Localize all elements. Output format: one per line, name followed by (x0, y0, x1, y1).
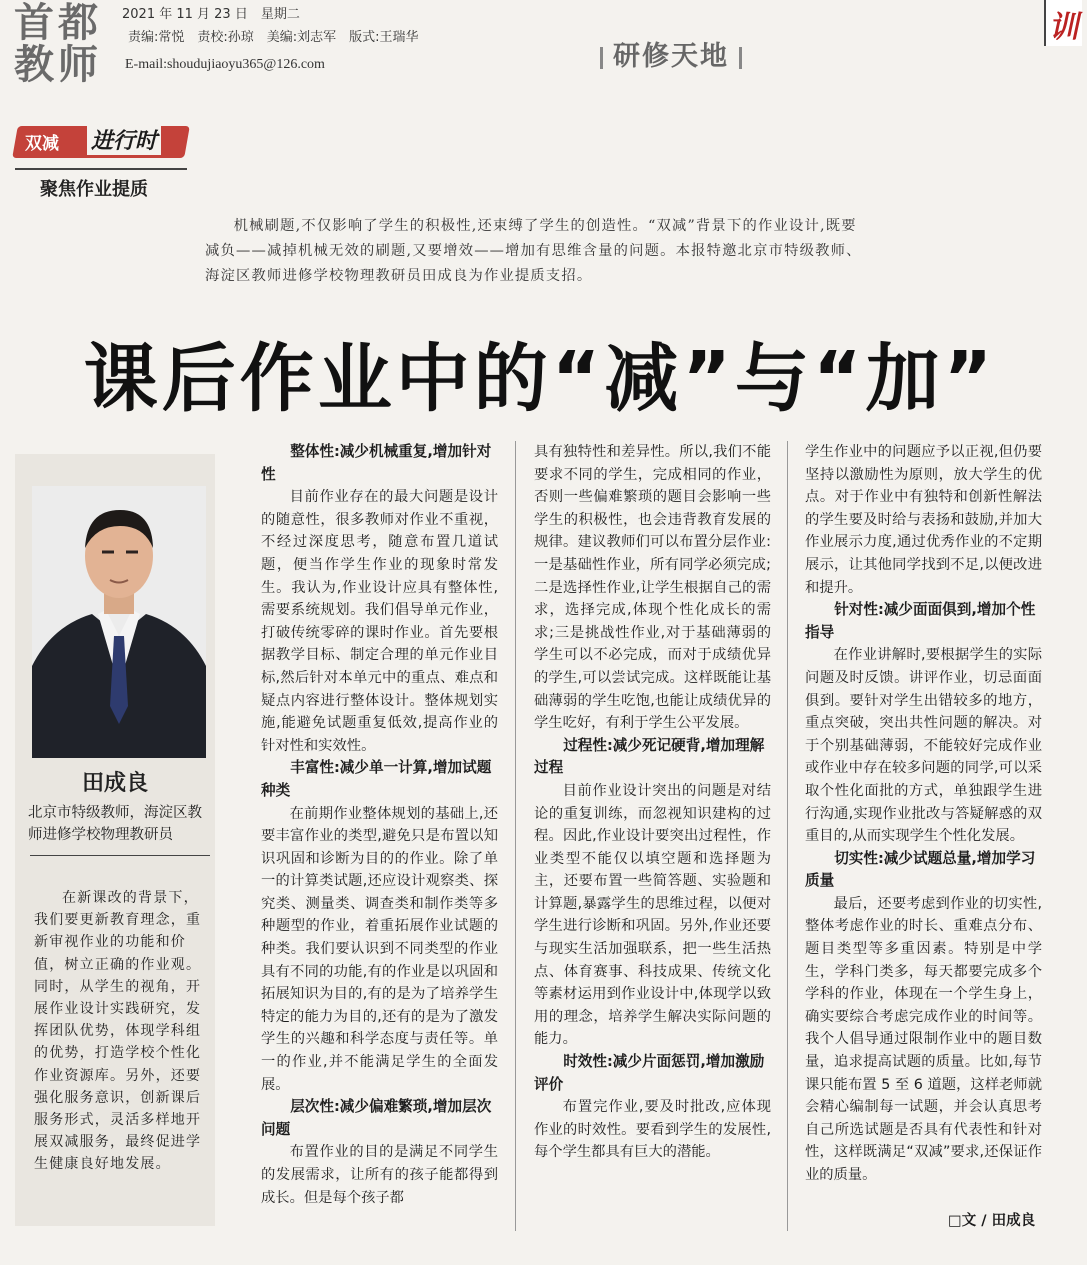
section-body-continued: 学生作业中的问题应予以正视,但仍要坚持以激励性为原则，放大学生的优点。对于作业中有独特和创新性解法的学生要及时给与表扬和鼓励,并加大作业展示力度,通过优秀作业的不定期展示，让其他同学找到不足,以便改进和提升。 (805, 444, 1042, 596)
section-heading: 层次性:减少偏难繁琐,增加层次问题 (261, 1098, 492, 1138)
sidebar-text: 在新课改的背景下，我们要更新教育理念，重新审视作业的功能和价值，树立正确的作业观。同时，从学生的视角，开展作业设计实践研究，发挥团队优势，体现学科组的优势，打造学校个性化作业资源库。另外，还要强化服务意识，创新课后服务形式，灵活多样地开展双减服务，最终促进学生健康良好地发展。 (34, 890, 202, 1173)
section-heading: 切实性:减少试题总量,增加学习质量 (805, 849, 1036, 890)
section-body: 布置作业的目的是满足不同学生的发展需求，让所有的孩子能都得到成长。但是每个孩子都 (261, 1144, 498, 1206)
article-column-1 (261, 441, 498, 1209)
column-logo-small: 双减 (25, 134, 59, 154)
editor-credits: 责编:常悦 责校:孙琼 美编:刘志军 版式:王瑞华 (128, 30, 419, 45)
column-focus: 聚焦作业提质 (40, 179, 148, 200)
sidebar-divider (30, 855, 210, 856)
section-heading: 过程性:减少死记硬背,增加理解过程 (534, 736, 765, 777)
section-body: 目前作业设计突出的问题是对结论的重复训练，而忽视知识建构的过程。因此,作业设计要突出过程性，作业类型不能仅以填空题和选择题为主，还要布置一些简答题、实验题和计算题,暴露学生的思维过程，以便对学生进行诊断和巩固。另外,作业还要与现实生活加强联系，把一些生活热点、体育赛事、科技成果、传统文化等素材运用到作业设计中,体现学以致用的理念，培养学生解决实际问题的能力。 (534, 782, 771, 1048)
section-bar-left (600, 47, 603, 69)
issue-date: 2021 年 11 月 23 日 星期二 (122, 7, 300, 22)
masthead-title: 首都教师 (14, 0, 102, 88)
article-column-3 (805, 441, 1042, 1187)
column-rule (787, 441, 788, 1231)
section-heading: 整体性:减少机械重复,增加针对性 (261, 443, 492, 483)
section-body: 最后，还要考虑到作业的切实性,整体考虑作业的时长、重难点分布、题目类型等多重因素。特别是中学生，学科门类多，每天都要完成多个学科的作业，体现在一个学生身上，确实要综合考虑完成作业的时间等。我个人倡导通过限制作业中的题目数量，追求提高试题的质量。比如,每节课只能布置 5 至 6 道题，这样老师就会精心编制每一试题，并会认真思考自己所选试题是否具有代表性和针对性，这样既满足“双减”要求,还保证作业的质量。 (805, 895, 1042, 1183)
section-body: 布置完作业,要及时批改,应体现作业的时效性。要看到学生的发展性,每个学生都具有巨大的潜能。 (534, 1099, 771, 1161)
lead-paragraph: 机械刷题,不仅影响了学生的积极性,还束缚了学生的创造性。“双减”背景下的作业设计,既要减负——减掉机械无效的刷题,又要增效——增加有思维含量的问题。本报特邀北京市特级教师、海淀区教师进修学校物理教研员田成良为作业提质支招。 (205, 218, 862, 284)
column-divider (15, 168, 187, 170)
author-name: 田成良 (81, 770, 148, 796)
section-bar-right (739, 47, 742, 69)
article-column-2 (534, 441, 771, 1164)
corner-logo (1044, 0, 1085, 46)
corner-logo-glyph: 训 (1047, 10, 1085, 45)
byline: □文 / 田成良 (948, 1213, 1036, 1229)
section-body: 在前期作业整体规划的基础上,还要丰富作业的类型,避免只是布置以知识巩固和诊断为目的的作业。除了单一的计算类试题,还应设计观察类、探究类、测量类、调查类和制作类等多种题型的作业，着重拓展作业试题的种类。我们要认识到不同类型的作业具有不同的功能,有的作业是以巩固和拓展知识为目的,有的是为了培养学生特定的能力为目的,还有的是为了激发学生的兴趣和科学态度与责任等。单一的作业,并不能满足学生的全面发展。 (261, 805, 498, 1093)
section-body: 在作业讲解时,要根据学生的实际问题及时反馈。讲评作业，切忌面面俱到。要针对学生出错较多的地方，重点突破，突出共性问题的解决。对于个别基础薄弱，不能较好完成作业或作业中存在较多问题的同学,可以采取个性化面批的方式，单独跟学生进行沟通,实现作业批改与答疑解惑的双重目的,从而实现学生个性化发展。 (805, 647, 1042, 845)
contact-email: E-mail:shoudujiaoyu365@126.com (125, 57, 325, 72)
column-rule (515, 441, 516, 1231)
section-body-continued: 具有独特性和差异性。所以,我们不能要求不同的学生，完成相同的作业，否则一些偏难繁琐的题目会影响一些学生的积极性，也会违背教育发展的规律。建议教师们可以布置分层作业:一是基础性作业，所有同学必须完成;二是选择性作业,让学生根据自己的需求，选择完成,体现个性化成长的需求;三是挑战性作业,对于基础薄弱的学生可以不必完成，而对于成绩优异的学生,可以尝试完成。这样既能让基础薄弱的学生吃饱,也能让成绩优异的学生吃好，有利于学生公平发展。 (534, 444, 771, 732)
column-logo (15, 120, 187, 164)
section-heading: 丰富性:减少单一计算,增加试题种类 (261, 759, 492, 799)
headline: 课后作业中的“减”与“加” (83, 336, 997, 422)
section-name (590, 34, 752, 73)
column-logo-main: 进行时 (87, 124, 161, 155)
author-photo (32, 486, 206, 758)
section-label: 研修天地 (613, 41, 729, 72)
author-title: 北京市特级教师，海淀区教师进修学校物理教研员 (28, 805, 202, 843)
section-heading: 针对性:减少面面俱到,增加个性指导 (805, 601, 1036, 641)
section-heading: 时效性:减少片面惩罚,增加激励评价 (534, 1053, 765, 1093)
author-portrait-image (32, 486, 206, 758)
section-body: 目前作业存在的最大问题是设计的随意性，很多教师对作业不重视，不经过深度思考，随意布置几道试题，便当作学生作业的现象时常发生。我认为,作业设计应具有整体性,需要系统规划。我们倡导单元作业，打破传统零碎的课时作业。首先要根据教学目标、制定合理的单元作业目标,然后针对本单元中的重点、难点和疑点内容进行整体设计。整体规划实施,能避免试题重复低效,提高作业的针对性和实效性。 (261, 489, 498, 754)
